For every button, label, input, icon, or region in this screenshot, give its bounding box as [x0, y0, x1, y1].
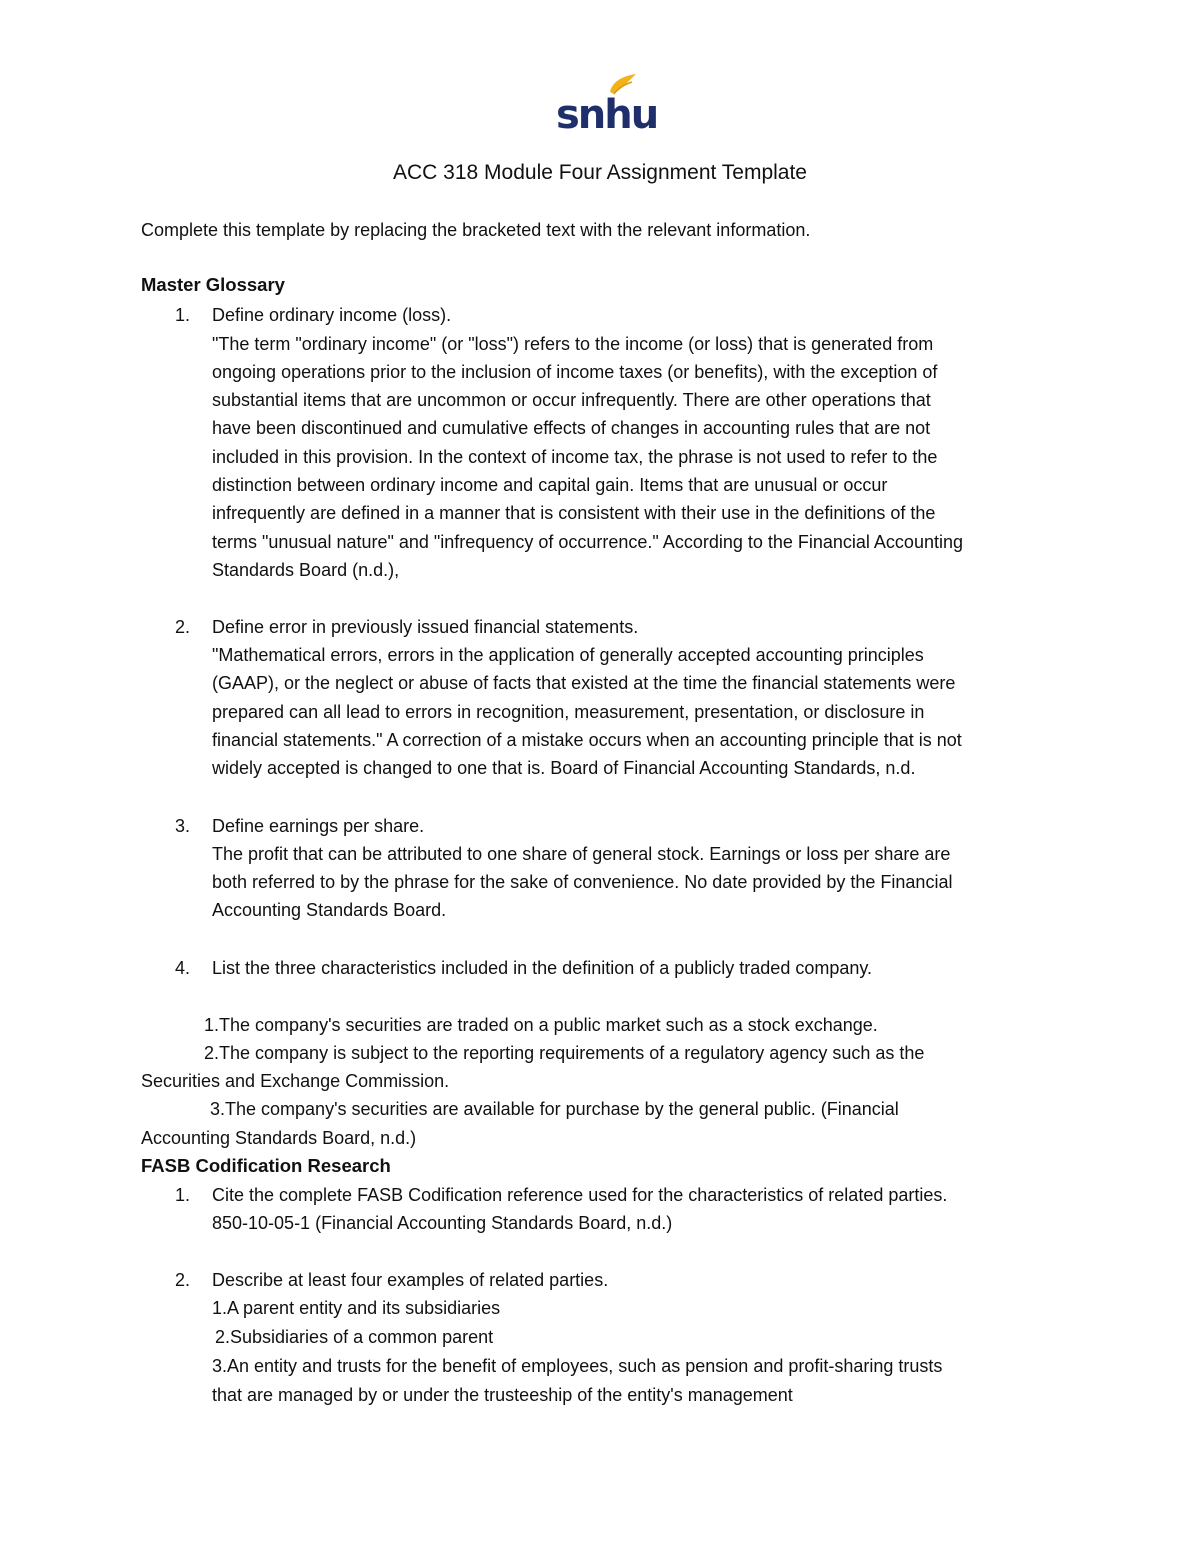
section-heading-fasb-research: FASB Codification Research [141, 1155, 391, 1176]
question-text: Define earnings per share. [212, 816, 425, 836]
answer-line: distinction between ordinary income and capital gain. Items that are unusual or occur [212, 475, 888, 495]
answer-line: "Mathematical errors, errors in the application of generally accepted accounting principles [212, 645, 924, 665]
answer-line: ongoing operations prior to the inclusion of income taxes (or benefits), with the exception of [212, 362, 938, 382]
list-number: 4. [175, 958, 191, 978]
question-text: Define ordinary income (loss). [212, 305, 452, 325]
page-title: ACC 318 Module Four Assignment Template [393, 161, 807, 184]
logo-flame-icon [610, 74, 636, 94]
list-number: 1. [175, 1185, 191, 1205]
instructions: Complete this template by replacing the bracketed text with the relevant information. [141, 220, 811, 240]
answer-line: have been discontinued and cumulative effects of changes in accounting rules that are not [212, 418, 931, 438]
answer-line: widely accepted is changed to one that is. Board of Financial Accounting Standards, n.d. [212, 758, 916, 778]
answer-line: Standards Board (n.d.), [212, 560, 400, 580]
list-number: 2. [175, 1270, 191, 1290]
answer-line: Accounting Standards Board. [212, 900, 447, 920]
list-number: 3. [175, 816, 191, 836]
answer-line: Accounting Standards Board, n.d.) [141, 1128, 417, 1148]
question-text: Define error in previously issued financial statements. [212, 617, 639, 637]
answer-line: included in this provision. In the context of income tax, the phrase is not used to refer to the [212, 447, 938, 467]
answer-line: that are managed by or under the trusteeship of the entity's management [212, 1385, 793, 1405]
answer-line: 1.A parent entity and its subsidiaries [212, 1298, 501, 1318]
answer-line: (GAAP), or the neglect or abuse of facts that existed at the time the financial statements were [212, 673, 956, 693]
answer-line: infrequently are defined in a manner that is consistent with their use in the definitions of the [212, 503, 936, 523]
question-text: List the three characteristics included in the definition of a publicly traded company. [212, 958, 873, 978]
answer-line: 3.An entity and trusts for the benefit of employees, such as pension and profit-sharing trusts [212, 1356, 943, 1376]
answer-line: both referred to by the phrase for the sake of convenience. No date provided by the Financial [212, 872, 953, 892]
answer-line: terms "unusual nature" and "infrequency of occurrence." According to the Financial Accounting [212, 532, 963, 552]
answer-line: 1.The company's securities are traded on a public market such as a stock exchange. [204, 1015, 878, 1035]
logo-wordmark: snhu [556, 92, 658, 138]
answer-line: The profit that can be attributed to one share of general stock. Earnings or loss per share are [212, 844, 951, 864]
answer-line: 2.Subsidiaries of a common parent [215, 1327, 494, 1347]
section-heading-master-glossary: Master Glossary [141, 274, 285, 295]
answer-line: Securities and Exchange Commission. [141, 1071, 450, 1091]
answer-line: "The term "ordinary income" (or "loss") refers to the income (or loss) that is generated from [212, 334, 934, 354]
question-text: Describe at least four examples of related parties. [212, 1270, 609, 1290]
list-number: 2. [175, 617, 191, 637]
list-number: 1. [175, 305, 191, 325]
answer-line: financial statements." A correction of a mistake occurs when an accounting principle that is not [212, 730, 962, 750]
answer-line: prepared can all lead to errors in recognition, measurement, presentation, or disclosure in [212, 702, 925, 722]
question-text: Cite the complete FASB Codification reference used for the characteristics of related parties. [212, 1185, 948, 1205]
snhu-logo [552, 72, 658, 138]
answer-line: 850-10-05-1 (Financial Accounting Standards Board, n.d.) [212, 1213, 673, 1233]
answer-line: 2.The company is subject to the reporting requirements of a regulatory agency such as the [204, 1043, 925, 1063]
answer-line: 3.The company's securities are available for purchase by the general public. (Financial [210, 1099, 899, 1119]
answer-line: substantial items that are uncommon or occur infrequently. There are other operations that [212, 390, 931, 410]
